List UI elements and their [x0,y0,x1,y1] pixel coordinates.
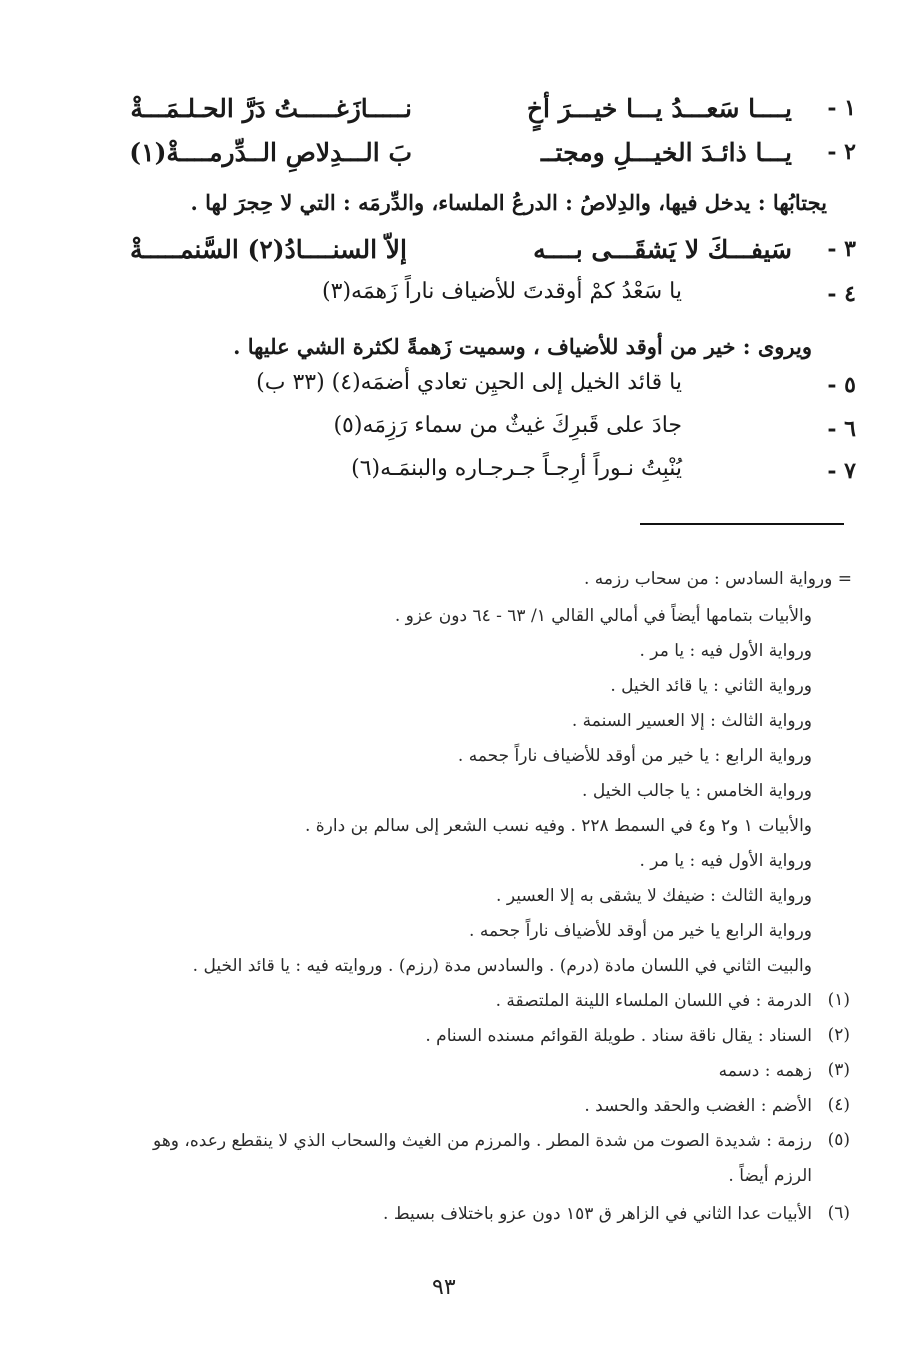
verse-hemistich-1: يـــا ذائـدَ الخيـــلِ ومجتــ [540,138,792,167]
footnote-number: (٢) [827,1025,850,1045]
verse-number: ٢ - [827,139,856,165]
footnote-text: السناد : يقال ناقة سناد . طويلة القوائم مسنده السنام . [425,1026,812,1046]
footnote-line: والبيت الثاني في اللسان مادة (درم) . والسادس مدة (رزم) . وروايته فيه : يا قائد الخيل . [192,956,812,976]
verse-number: ٥ - [827,372,856,398]
footnote-line: ورواية الأول فيه : يا مر . [639,851,812,871]
footnote-line: ورواية الرابع : يا خير من أوقد للأضياف ناراً جحمه . [457,746,812,766]
footnote-separator [640,523,844,525]
footnote-text: الرزم أيضاً . [728,1166,812,1186]
verse-number: ٧ - [827,458,856,484]
verse-text: يا سَعْدُ كمْ أوقدتَ للأضياف ناراً زَهمَه(٣) [322,279,682,304]
verse-text: يُنْبِتُ نـوراً أرِجـاً جـرجـاره والبنمَـه(٦) [351,456,682,481]
verse-text: يا قائد الخيل إلى الحيِن تعادي أضمَه(٤) (٣٣ ب) [256,370,682,395]
gloss-line: يجتابُها : يدخل فيها، والدِلاصُ : الدرعُ الملساء، والدِّرمَه : التي لا حِجرَ لها . [190,190,827,215]
footnote-number: (٦) [827,1203,850,1223]
footnote-number: (١) [827,990,850,1010]
footnote-line: ورواية الرابع يا خير من أوقد للأضياف ناراً جحمه . [469,921,812,941]
footnote-number: (٤) [827,1095,850,1115]
footnote-line: ورواية الخامس : يا جالب الخيل . [582,781,812,801]
footnote-text: الأضم : الغضب والحقد والحسد . [584,1096,812,1116]
verse-hemistich-2: نـــــازَغـــــتُ دَرَّ الحـلـمَـــةْ [130,94,412,123]
footnote-text: الأبيات عدا الثاني في الزاهر ق ١٥٣ دون عزو باختلاف بسيط . [383,1204,812,1224]
verse-text: جادَ على قَبرِكَ غيثٌ من سماء رَزِمَه(٥) [333,413,682,438]
footnote-line: ورواية الثاني : يا قائد الخيل . [610,676,812,696]
footnote-line: والأبيات ١ و٢ و٤ في السمط ٢٢٨ . وفيه نسب الشعر إلى سالم بن دارة . [304,816,812,836]
footnote-line: ورواية الأول فيه : يا مر . [639,641,812,661]
verse-hemistich-1: يــــا سَعـــدُ يـــا خيـــرَ أخٍ [526,94,792,123]
verse-number: ٤ - [827,281,856,307]
verse-number: ٣ - [827,236,856,262]
footnote-line: ورواية الثالث : ضيفك لا يشقى به إلا العسير . [496,886,812,906]
verse-hemistich-2: بَ الـــدِلاصِ الــدِّرمــــةْ(١) [129,138,412,167]
footnote-number: (٣) [827,1060,850,1080]
verse-hemistich-2: إلاّ السنــــادُ(٢) السَّنمـــــةْ [129,235,407,264]
verse-number: ٦ - [827,416,856,442]
footnote-number: (٥) [827,1130,850,1150]
page-number: ٩٣ [432,1275,456,1300]
verse-hemistich-1: سَيفـــكَ لا يَشقَـــى بــــه [533,235,792,264]
footnote-text: الدرمة : في اللسان الملساء اللينة الملتصقة . [495,991,812,1011]
verse-number: ١ - [827,95,856,121]
footnote-line: = ورواية السادس : من سحاب رزمه . [583,569,852,589]
footnote-text: زهمه : دسمه [718,1061,812,1081]
note-line: ويروى : خير من أوقد للأضياف ، وسميت زَهمةً لكثرة الشي عليها . [233,334,812,359]
footnote-text: رزمة : شديدة الصوت من شدة المطر . والمرزم من الغيث والسحاب الذي لا ينقطع رعده، وهو [153,1131,812,1151]
footnote-line: والأبيات بتمامها أيضاً في أمالي القالي ١/ ٦٣ - ٦٤ دون عزو . [394,606,812,626]
footnote-line: ورواية الثالث : إلا العسير السنمة . [571,711,812,731]
